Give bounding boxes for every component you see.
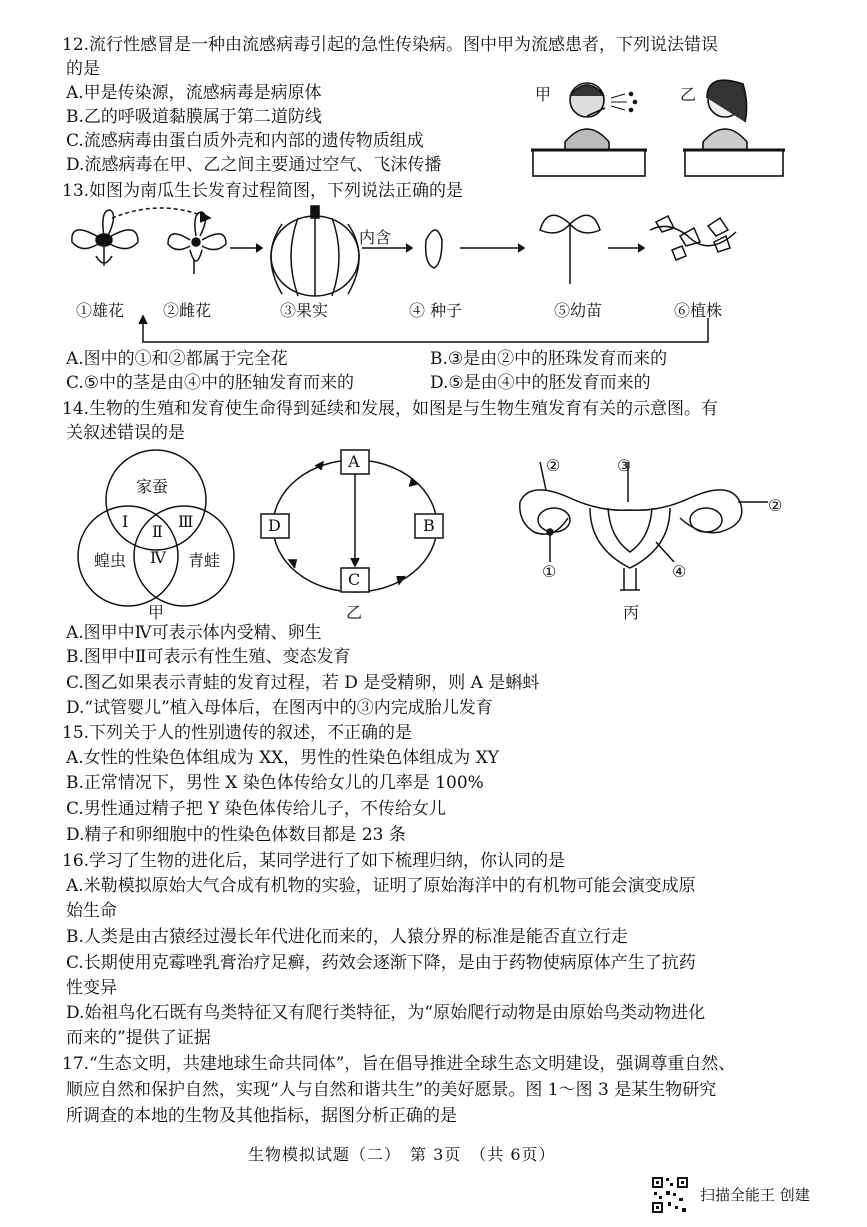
q16-option-a-cont: 始生命	[66, 901, 117, 921]
cycle-node-c: C	[348, 570, 361, 589]
q13-pumpkin-diagram	[60, 200, 760, 345]
cycle-caption: 乙	[346, 603, 363, 622]
venn-region-2: Ⅱ	[152, 522, 163, 541]
venn-locust-label: 蝗虫	[94, 551, 127, 570]
q12-option-a: A.甲是传染源，流感病毒是病原体	[66, 83, 322, 103]
venn-silkworm-label: 家蚕	[136, 477, 169, 496]
q12-flu-figure	[525, 70, 785, 178]
q16-option-b: B.人类是由古猿经过漫长年代进化而来的，人猿分界的标准是能否直立行走	[66, 927, 628, 947]
q14-stem-cont: 关叙述错误的是	[66, 423, 185, 443]
q17-stem: 17.“生态文明，共建地球生命共同体”，旨在倡导推进全球生态文明建设，强调尊重自然、	[62, 1054, 736, 1074]
q15-stem: 15.下列关于人的性别遗传的叙述，不正确的是	[62, 723, 413, 743]
q12-option-b: B.乙的呼吸道黏膜属于第二道防线	[66, 107, 322, 127]
q14-option-a: A.图甲中Ⅳ可表示体内受精、卵生	[66, 623, 322, 643]
cycle-node-d: D	[268, 516, 281, 535]
q13-label-2: ②雌花	[163, 301, 212, 320]
q12-option-c: C.流感病毒由蛋白质外壳和内部的遗传物质组成	[66, 131, 424, 151]
q12-label-jia: 甲	[535, 85, 552, 104]
uterus-caption: 丙	[623, 603, 640, 622]
cycle-node-b: B	[423, 516, 435, 535]
q14-uterus-diagram	[500, 462, 790, 602]
q13-option-d: D.⑤是由④中的胚发育而来的	[430, 373, 651, 393]
q13-option-c: C.⑤中的茎是由④中的胚轴发育而来的	[66, 373, 355, 393]
q15-option-d: D.精子和卵细胞中的性染色体数目都是 23 条	[66, 825, 406, 845]
q13-option-b: B.③是由②中的胚珠发育而来的	[430, 349, 668, 369]
q12-stem-cont: 的是	[66, 59, 100, 79]
q12-stem: 12.流行性感冒是一种由流感病毒引起的急性传染病。图中甲为流感患者，下列说法错误	[62, 35, 719, 55]
q13-label-6: ⑥植株	[674, 301, 723, 320]
q13-label-4: ④ 种子	[409, 301, 463, 320]
q13-contains-label: 内含	[359, 228, 392, 247]
q13-option-a: A.图中的①和②都属于完全花	[66, 349, 288, 369]
uterus-label-2-top: ②	[546, 456, 561, 475]
scanner-watermark: 扫描全能王 创建	[700, 1186, 810, 1204]
cycle-node-a: A	[348, 452, 360, 471]
page-footer: 生物模拟试题（二） 第 3页 （共 6页）	[248, 1145, 556, 1164]
uterus-label-4: ④	[672, 562, 687, 581]
qr-code-icon	[651, 1176, 689, 1214]
q12-option-d: D.流感病毒在甲、乙之间主要通过空气、飞沫传播	[66, 155, 442, 175]
venn-region-4: Ⅳ	[150, 548, 166, 567]
uterus-label-2-right: ②	[768, 496, 783, 515]
q13-label-1: ①雄花	[76, 301, 125, 320]
q15-option-a: A.女性的性染色体组成为 XX，男性的性染色体组成为 XY	[66, 748, 500, 768]
venn-region-1: Ⅰ	[122, 512, 129, 531]
q16-option-d: D.始祖鸟化石既有鸟类特征又有爬行类特征，为“原始爬行动物是由原始鸟类动物进化	[66, 1003, 706, 1023]
uterus-label-1: ①	[542, 562, 557, 581]
q13-label-3: ③果实	[280, 301, 329, 320]
q13-stem: 13.如图为南瓜生长发育过程简图，下列说法正确的是	[62, 181, 464, 201]
q17-stem-cont-2: 所调查的本地的生物及其他指标，据图分析正确的是	[66, 1106, 457, 1126]
q13-label-5: ⑤幼苗	[554, 301, 603, 320]
q15-option-c: C.男性通过精子把 Y 染色体传给儿子，不传给女儿	[66, 799, 446, 819]
venn-caption: 甲	[148, 603, 165, 622]
uterus-label-3: ③	[617, 456, 632, 475]
q17-stem-cont-1: 顺应自然和保护自然，实现“人与自然和谐共生”的美好愿景。图 1～图 3 是某生物研究	[66, 1080, 717, 1100]
q16-option-d-cont: 而来的”提供了证据	[66, 1028, 211, 1048]
q16-option-c: C.长期使用克霉唑乳膏治疗足癣，药效会逐渐下降，是由于药物使病原体产生了抗药	[66, 953, 696, 973]
q12-label-yi: 乙	[680, 85, 697, 104]
venn-region-3: Ⅲ	[178, 512, 194, 531]
q15-option-b: B.正常情况下，男性 X 染色体传给女儿的几率是 100%	[66, 773, 484, 793]
q14-option-b: B.图甲中Ⅱ可表示有性生殖、变态发育	[66, 647, 351, 667]
q14-stem: 14.生物的生殖和发育使生命得到延续和发展，如图是与生物生殖发育有关的示意图。有	[62, 399, 719, 419]
q16-option-a: A.米勒模拟原始大气合成有机物的实验，证明了原始海洋中的有机物可能会演变成原	[66, 876, 696, 896]
q16-option-c-cont: 性变异	[66, 978, 117, 998]
q16-stem: 16.学习了生物的进化后，某同学进行了如下梳理归纳，你认同的是	[62, 851, 566, 871]
q14-option-d: D.“试管婴儿”植入母体后，在图丙中的③内完成胎儿发育	[66, 698, 493, 718]
venn-frog-label: 青蛙	[188, 551, 221, 570]
q14-option-c: C.图乙如果表示青蛙的发育过程，若 D 是受精卵，则 A 是蝌蚪	[66, 673, 540, 693]
